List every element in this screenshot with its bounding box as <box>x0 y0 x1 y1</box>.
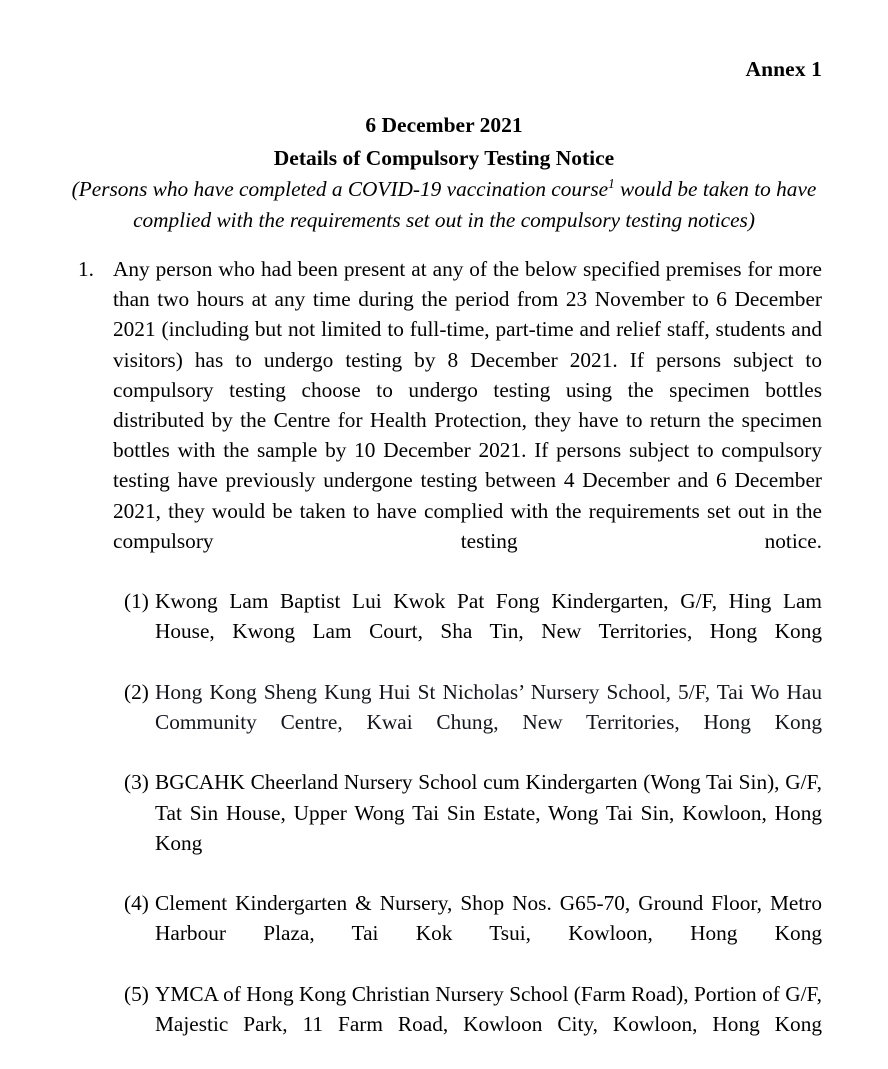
clause-1-marker: 1. <box>78 257 94 281</box>
premises-list-item <box>0 767 888 888</box>
premises-item-2-marker: (2) <box>124 679 149 704</box>
premises-item-5-text: YMCA of Hong Kong Christian Nursery School (Farm Road), Portion of G/F, Majestic Park, 11 Farm Road, Kowloon City, Kowloon, Hong Kong <box>155 981 822 1037</box>
title-block <box>66 110 822 235</box>
document-date: 6 December 2021 <box>365 113 523 137</box>
premises-list-item <box>0 677 888 768</box>
clause-1 <box>0 254 888 586</box>
premises-list-item <box>0 979 888 1069</box>
footnote-marker: 1 <box>608 175 615 191</box>
page-title: Details of Compulsory Testing Notice <box>273 146 615 170</box>
premises-list <box>0 586 888 1069</box>
vaccination-note <box>66 174 822 235</box>
vaccination-note-part1: (Persons who have completed a COVID-19 vaccination course <box>71 177 609 201</box>
premises-list-item <box>0 586 888 677</box>
vaccination-note-part2: would be taken to have complied with the requirements set out in the compulsory testing notices) <box>133 177 817 232</box>
premises-item-5-marker: (5) <box>124 981 149 1006</box>
body-block <box>0 254 888 1069</box>
clause-1-text: Any person who had been present at any of the below specified premises for more than two hours at any time during the period from 23 November to 6 December 2021 (including but not limited to full-time, part-time and relief staff, students and visitors) has to undergo testing by 8 December 2021. If persons subject to compulsory testing choose to undergo testing using the specimen bottles distributed by the Centre for Health Protection, they have to return the specimen bottles with the sample by 10 December 2021. If persons subject to compulsory testing have previously undergone testing between 4 December and 6 December 2021, they would be taken to have complied with the requirements set out in the compulsory testing notice. <box>113 257 822 553</box>
premises-list-item <box>0 888 888 979</box>
annex-label: Annex 1 <box>745 57 822 81</box>
premises-item-3-marker: (3) <box>124 770 149 795</box>
premises-item-4-text: Clement Kindergarten & Nursery, Shop Nos. G65-70, Ground Floor, Metro Harbour Plaza, Tai Kok Tsui, Kowloon, Hong Kong <box>155 891 822 946</box>
premises-item-1-text: Kwong Lam Baptist Lui Kwok Pat Fong Kindergarten, G/F, Hing Lam House, Kwong Lam Court, Sha Tin, New Territories, Hong Kong <box>155 589 822 644</box>
premises-item-1-marker: (1) <box>124 589 149 614</box>
premises-item-3-text: BGCAHK Cheerland Nursery School cum Kindergarten (Wong Tai Sin), G/F, Tat Sin House, Upper Wong Tai Sin Estate, Wong Tai Sin, Kowloon, Hong Kong <box>155 770 822 855</box>
premises-item-2-text: Hong Kong Sheng Kung Hui St Nicholas’ Nursery School, 5/F, Tai Wo Hau Community Centre, Kwai Chung, New Territories, Hong Kong <box>155 679 822 735</box>
premises-item-4-marker: (4) <box>124 891 149 916</box>
